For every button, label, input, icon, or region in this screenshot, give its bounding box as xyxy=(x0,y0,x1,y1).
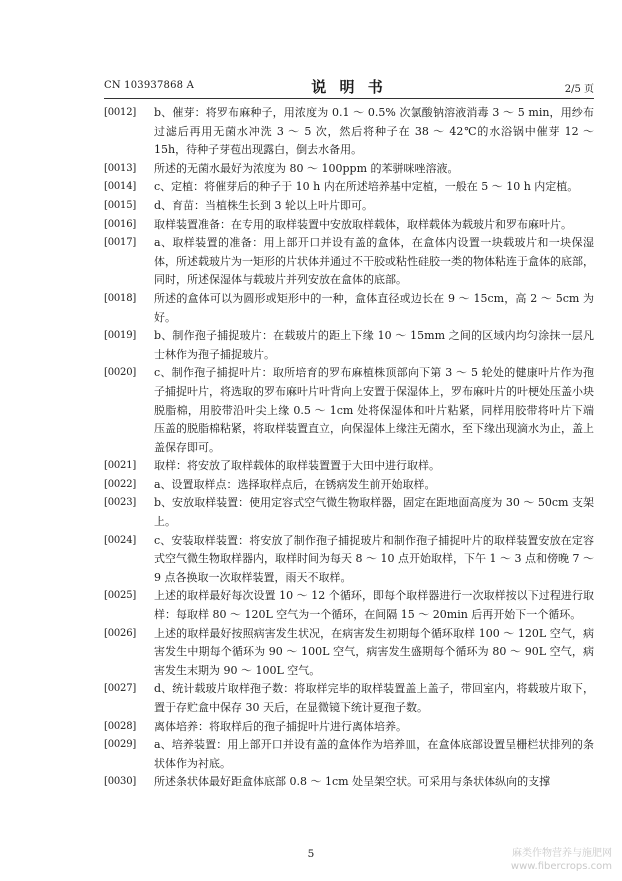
paragraph-number: [0025] xyxy=(104,590,137,602)
page-number: 5 xyxy=(307,848,315,860)
paragraph-text: 上述的取样最好按照病害发生状况，在病害发生初期每个循环取样 100 ～ 120L 空气，病害发生中期每个循环为 90 ～ 100L 空气，病害发生盛期每个循环为 80 ～ 90L 空气，病害发生末期为 90 ～ 100L 空气。 xyxy=(154,626,594,677)
paragraph-number: [0028] xyxy=(104,720,137,732)
paragraph-text: 所述条状体最好距盒体底部 0.8 ～ 1cm 处呈架空状。可采用与条状体纵向的支撑 xyxy=(154,775,551,789)
paragraph xyxy=(104,104,594,160)
paragraph-text: 离体培养：将取样后的孢子捕捉叶片进行离体培养。 xyxy=(154,719,407,733)
document-body xyxy=(104,104,594,792)
paragraph-number: [0022] xyxy=(104,478,137,490)
paragraph xyxy=(104,327,594,364)
paragraph-number: [0023] xyxy=(104,497,137,509)
paragraph-text: 取样装置准备：在专用的取样装置中安放取样载体，取样载体为载玻片和罗布麻叶片。 xyxy=(154,217,572,231)
paragraph-text: c、安装取样装置：将安放了制作孢子捕捉玻片和制作孢子捕捉叶片的取样装置安放在定容式空气微生物取样器内，取样时间为每天 8 ～ 10 点开始取样，下午 1 ～ 3 点和傍晚 7 ～ 9 点各换取一次取样装置，雨天不取样。 xyxy=(154,533,594,584)
paragraph-text: b、催芽：将罗布麻种子，用浓度为 0.1 ～ 0.5% 次氯酸钠溶液消毒 3 ～ 5 min，用纱布过滤后再用无菌水冲洗 3 ～ 5 次，然后将种子在 38 ～ 42℃的水浴锅中催芽 12 ～ 15h，待种子芽苞出现露白，倒去水备用。 xyxy=(154,106,594,157)
paragraph-number: [0020] xyxy=(104,367,137,379)
paragraph xyxy=(104,476,594,495)
paragraph xyxy=(104,773,594,792)
paragraph-text: d、统计载玻片取样孢子数：将取样完毕的取样装置盖上盖子，带回室内，将载玻片取下，置于存贮盒中保存 30 天后，在显微镜下统计夏孢子数。 xyxy=(154,682,594,714)
paragraph-number: [0013] xyxy=(104,162,137,174)
paragraph-text: c、定植：将催芽后的种子于 10 h 内在所述培养基中定植，一般在 5 ～ 10 h 内定植。 xyxy=(154,180,579,194)
paragraph-number: [0019] xyxy=(104,330,137,342)
paragraph-number: [0014] xyxy=(104,181,137,193)
paragraph xyxy=(104,234,594,290)
paragraph xyxy=(104,178,594,197)
paragraph-number: [0024] xyxy=(104,534,137,546)
paragraph xyxy=(104,216,594,235)
paragraph-text: a、设置取样点：选择取样点后，在锈病发生前开始取样。 xyxy=(154,477,436,491)
paragraph-text: 所述的盒体可以为圆形或矩形中的一种，盒体直径或边长在 9 ～ 15cm，高 2 ～ 5cm 为好。 xyxy=(154,291,594,324)
document-title: 说 明 书 xyxy=(311,78,387,96)
paragraph-text: c、制作孢子捕捉叶片：取所培育的罗布麻植株顶部向下第 3 ～ 5 轮处的健康叶片作为孢子捕捉叶片，将选取的罗布麻叶片叶背向上安置于保湿体上，罗布麻叶片的叶梗处压盖小块脱脂棉，用胶带沿叶尖上缘 0.5 ～ 1cm 处将保湿体和叶片粘紧，同样用胶带将叶片下端压盖的脱脂棉粘紧，将取样装置直立，向保湿体上缘注无菌水，至下缘出现滴水为止，盖上盖保存即可。 xyxy=(154,366,594,454)
paragraph-text: b、制作孢子捕捉玻片：在载玻片的距上下缘 10 ～ 15mm 之间的区域内均匀涂抹一层凡士林作为孢子捕捉玻片。 xyxy=(154,329,594,361)
paragraph-text: 取样：将安放了取样载体的取样装置置于大田中进行取样。 xyxy=(154,459,440,473)
page-indicator: 2/5 页 xyxy=(564,84,594,95)
watermark xyxy=(511,847,612,873)
paragraph-text: 上述的取样最好每次设置 10 ～ 12 个循环，即每个取样器进行一次取样按以下过程进行取样：每取样 80 ～ 120L 空气为一个循环，在间隔 15 ～ 20min 后再开始下一个循环。 xyxy=(154,589,594,622)
paragraph xyxy=(104,532,594,588)
paragraph xyxy=(104,625,594,681)
paragraph xyxy=(104,160,594,179)
paragraph-number: [0030] xyxy=(104,776,137,788)
paragraph-number: [0017] xyxy=(104,237,137,249)
page-header xyxy=(104,76,594,99)
paragraph xyxy=(104,364,594,457)
paragraph-number: [0029] xyxy=(104,739,137,751)
paragraph-text: d、育苗：当植株生长到 3 轮以上叶片即可。 xyxy=(154,198,374,212)
paragraph-text: 所述的无菌水最好为浓度为 80 ～ 100ppm 的苯骈咪唑溶液。 xyxy=(154,161,459,175)
watermark-url: www.fibercrops.com xyxy=(510,861,612,872)
paragraph-text: a、培养装置：用上部开口并设有盖的盒体作为培养皿，在盒体底部设置呈栅栏状排列的条状体作为衬底。 xyxy=(154,738,594,770)
paragraph-number: [0015] xyxy=(104,199,137,211)
publication-number: CN 103937868 A xyxy=(104,80,195,91)
paragraph-number: [0027] xyxy=(104,683,137,695)
paragraph-number: [0026] xyxy=(104,627,137,639)
paragraph-number: [0012] xyxy=(104,107,137,118)
paragraph-number: [0016] xyxy=(104,218,137,230)
paragraph-number: [0021] xyxy=(104,460,137,472)
paragraph xyxy=(104,290,594,327)
paragraph-text: a、取样装置的准备：用上部开口并设有盖的盒体，在盒体内设置一块载玻片和一块保湿体，所述载玻片为一矩形的片状体并通过不干胶或粘性硅胶一类的物体粘连于盒体的底部，同时，所述保湿体与载玻片并列安放在盒体的底部。 xyxy=(154,236,594,287)
watermark-text: 麻类作物营养与施肥网 xyxy=(512,848,612,859)
paragraph xyxy=(104,680,594,717)
paragraph xyxy=(104,718,594,737)
paragraph-number: [0018] xyxy=(104,292,137,304)
paragraph xyxy=(104,736,594,773)
paragraph xyxy=(104,494,594,531)
paragraph xyxy=(104,587,594,624)
paragraph-text: b、安放取样装置：使用定容式空气微生物取样器，固定在距地面高度为 30 ～ 50cm 支架上。 xyxy=(154,496,594,529)
paragraph xyxy=(104,197,594,216)
paragraph xyxy=(104,457,594,476)
